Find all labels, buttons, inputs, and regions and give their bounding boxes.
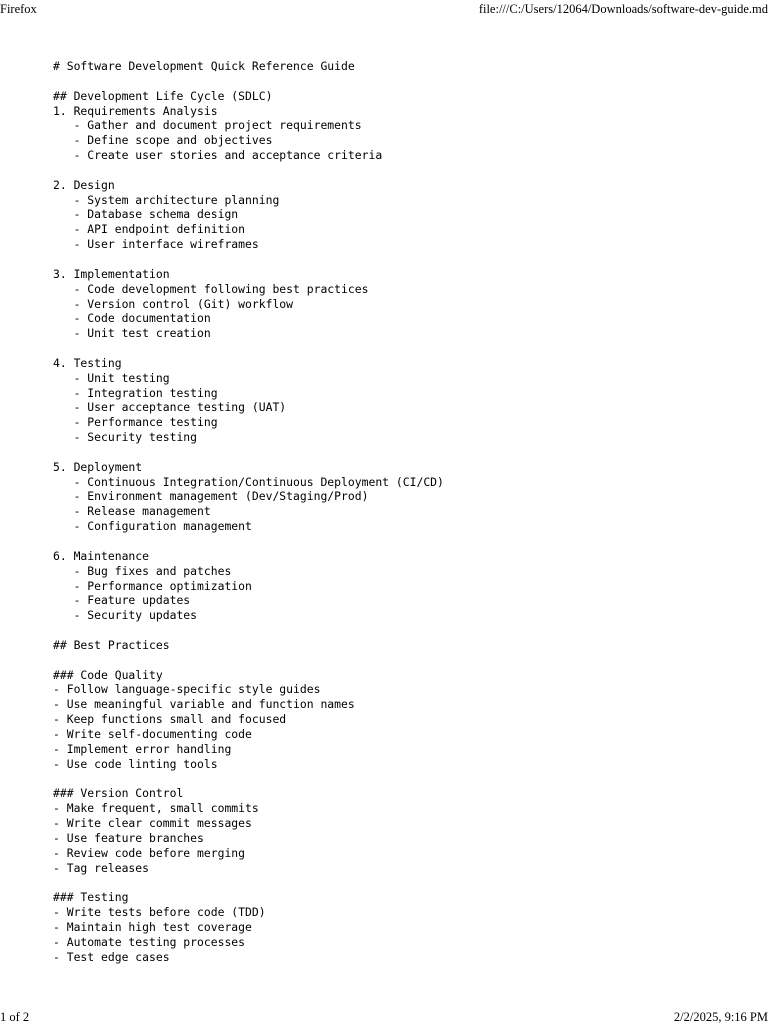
document-line: - Integration testing bbox=[53, 385, 218, 400]
document-line: - Configuration management bbox=[53, 519, 252, 534]
document-line: ## Best Practices bbox=[53, 637, 170, 652]
document-line: - Feature updates bbox=[53, 593, 191, 608]
blank-line bbox=[53, 772, 444, 787]
document-line: - Security testing bbox=[53, 430, 198, 445]
blank-line bbox=[53, 74, 444, 89]
document-line: - Code documentation bbox=[53, 311, 211, 326]
document-line: - Implement error handling bbox=[53, 741, 232, 756]
document-line: - Security updates bbox=[53, 608, 198, 623]
print-footer-datetime: 2/2/2025, 9:16 PM bbox=[673, 1010, 768, 1024]
document-line: - Write self-documenting code bbox=[53, 726, 252, 741]
document-line: - Bug fixes and patches bbox=[53, 563, 232, 578]
document-line: - Automate testing processes bbox=[53, 934, 246, 949]
document-line: - Environment management (Dev/Staging/Prod) bbox=[53, 489, 369, 504]
document-line: # Software Development Quick Reference Guide bbox=[53, 59, 355, 73]
document-line: - Define scope and objectives bbox=[53, 133, 273, 148]
blank-line bbox=[53, 445, 444, 460]
document-line: ## Development Life Cycle (SDLC) bbox=[53, 88, 273, 103]
document-line: - API endpoint definition bbox=[53, 222, 246, 237]
blank-line bbox=[53, 252, 444, 267]
document-line: - User acceptance testing (UAT) bbox=[53, 400, 287, 415]
blank-line bbox=[53, 875, 444, 890]
document-line: - Version control (Git) workflow bbox=[53, 296, 294, 311]
document-line: - Performance optimization bbox=[53, 578, 252, 593]
document-line: - Gather and document project requirements bbox=[53, 118, 362, 133]
document-line: 1. Requirements Analysis bbox=[53, 103, 218, 118]
document-line: - Database schema design bbox=[53, 207, 239, 222]
document-line: - Unit test creation bbox=[53, 326, 211, 341]
blank-line bbox=[53, 341, 444, 356]
document-line: ### Testing bbox=[53, 890, 129, 905]
document-line: 5. Deployment bbox=[53, 459, 143, 474]
blank-line bbox=[53, 623, 444, 638]
document-line: - System architecture planning bbox=[53, 192, 280, 207]
blank-line bbox=[53, 163, 444, 178]
document-line: - Use feature branches bbox=[53, 830, 204, 845]
blank-line bbox=[53, 534, 444, 549]
document-line: - User interface wireframes bbox=[53, 237, 259, 252]
document-line: - Write tests before code (TDD) bbox=[53, 905, 266, 920]
document-line: - Use meaningful variable and function names bbox=[53, 697, 355, 712]
document-line: - Create user stories and acceptance criteria bbox=[53, 148, 383, 163]
document-line: - Make frequent, small commits bbox=[53, 801, 259, 816]
document-line: - Write clear commit messages bbox=[53, 816, 252, 831]
print-header-file-url: file:///C:/Users/12064/Downloads/software-dev-guide.md bbox=[478, 2, 768, 16]
document-line: - Review code before merging bbox=[53, 845, 246, 860]
document-line: - Code development following best practices bbox=[53, 281, 369, 296]
document-line: 4. Testing bbox=[53, 355, 122, 370]
document-line: ### Version Control bbox=[53, 786, 184, 801]
document-line: - Unit testing bbox=[53, 370, 170, 385]
blank-line bbox=[53, 653, 444, 668]
document-line: - Performance testing bbox=[53, 415, 218, 430]
document-line: - Maintain high test coverage bbox=[53, 919, 252, 934]
document-line: - Follow language-specific style guides bbox=[53, 682, 321, 697]
document-line: ### Code Quality bbox=[53, 667, 163, 682]
document-line: - Use code linting tools bbox=[53, 756, 218, 771]
document-line: 2. Design bbox=[53, 177, 115, 192]
document-line: - Tag releases bbox=[53, 860, 150, 875]
document-line: 3. Implementation bbox=[53, 266, 170, 281]
document-line: - Test edge cases bbox=[53, 949, 170, 964]
markdown-document-body bbox=[53, 59, 444, 964]
document-line: - Continuous Integration/Continuous Deployment (CI/CD) bbox=[53, 474, 444, 489]
document-line: 6. Maintenance bbox=[53, 548, 150, 563]
print-footer-page-number: 1 of 2 bbox=[0, 1010, 30, 1024]
print-header-app-name: Firefox bbox=[0, 2, 37, 16]
document-line: - Release management bbox=[53, 504, 211, 519]
document-line: - Keep functions small and focused bbox=[53, 712, 287, 727]
